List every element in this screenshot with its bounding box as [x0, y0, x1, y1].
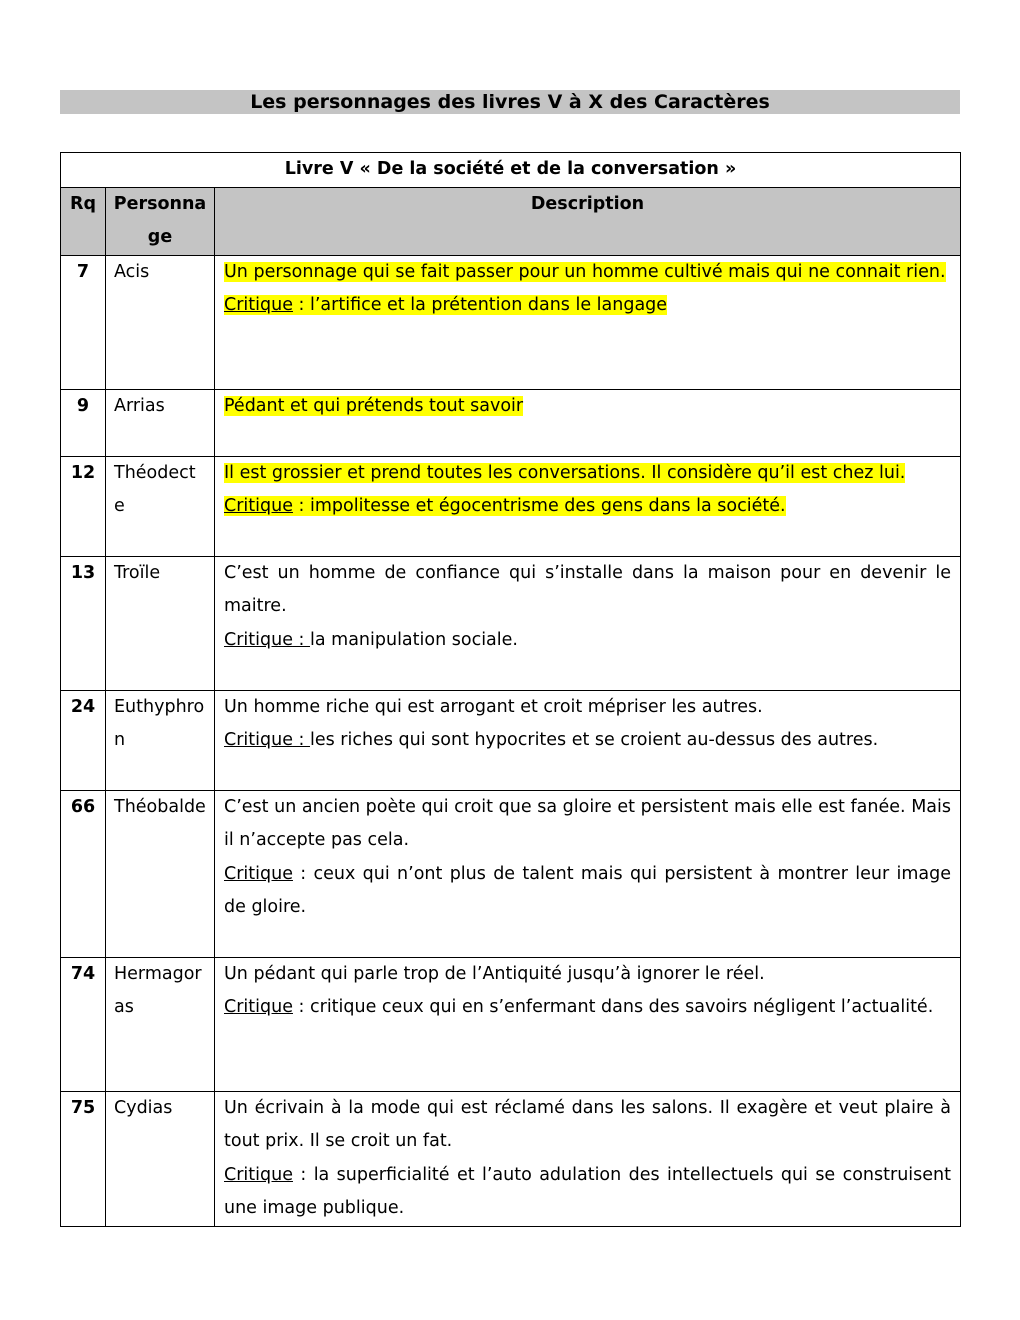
row-description: C’est un ancien poète qui croit que sa gloire et persistent mais elle est fanée. Mais il n’accepte pas cela. Critique : ceux qui n’ont plus de talent mais qui persistent à montrer leur image de gloire.: [215, 790, 961, 957]
table-row: [61, 255, 961, 389]
page-title: Les personnages des livres V à X des Caractères: [60, 90, 960, 114]
header-rq: Rq: [61, 187, 106, 255]
critique-label: Critique :: [224, 629, 310, 650]
description-text: Un écrivain à la mode qui est réclamé dans les salons. Il exagère et veut plaire à tout prix. Il se croit un fat.: [224, 1097, 951, 1151]
row-rq: 12: [61, 456, 106, 556]
critique-text: l’artifice et la prétention dans le langage: [310, 295, 668, 315]
row-name: Cydias: [106, 1091, 215, 1226]
table-row: [61, 556, 961, 690]
row-name: Euthyphron: [106, 690, 215, 790]
table-row: [61, 957, 961, 1091]
critique-label: Critique: [224, 496, 293, 516]
row-rq: 66: [61, 790, 106, 957]
book-title: Livre V « De la société et de la conversation »: [61, 153, 961, 188]
row-name: Acis: [106, 255, 215, 389]
critique-text: impolitesse et égocentrisme des gens dans la société.: [310, 496, 786, 516]
description-text: C’est un ancien poète qui croit que sa gloire et persistent mais elle est fanée. Mais il n’accepte pas cela.: [224, 796, 951, 850]
row-name: Hermagoras: [106, 957, 215, 1091]
row-name: Théobalde: [106, 790, 215, 957]
row-rq: 9: [61, 389, 106, 456]
row-rq: 13: [61, 556, 106, 690]
critique-label: Critique: [224, 1164, 293, 1185]
header-personnage: Personnage: [106, 187, 215, 255]
description-text: Un personnage qui se fait passer pour un homme cultivé mais qui ne connait rien.: [224, 261, 946, 282]
row-rq: 24: [61, 690, 106, 790]
description-text: Un pédant qui parle trop de l’Antiquité jusqu’à ignorer le réel.: [224, 963, 765, 984]
row-description: Un pédant qui parle trop de l’Antiquité jusqu’à ignorer le réel. Critique : critique ceux qui en s’enfermant dans des savoirs négligent l’actualité.: [215, 957, 961, 1091]
description-text: C’est un homme de confiance qui s’installe dans la maison pour en devenir le maitre.: [224, 562, 951, 616]
row-description: [215, 690, 961, 790]
critique-text: la manipulation sociale.: [310, 629, 518, 650]
critique-label: Critique: [224, 295, 293, 315]
row-description: [215, 556, 961, 690]
critique-text: ceux qui n’ont plus de talent mais qui persistent à montrer leur image de gloire.: [224, 863, 951, 917]
critique-label: Critique: [224, 863, 293, 884]
critique-text: la superficialité et l’auto adulation des intellectuels qui se construisent une image publique.: [224, 1164, 951, 1218]
row-rq: 7: [61, 255, 106, 389]
row-description: Un personnage qui se fait passer pour un homme cultivé mais qui ne connait rien. Critique : l’artifice et la prétention dans le langage: [215, 255, 961, 389]
table-row: [61, 690, 961, 790]
critique-label: Critique: [224, 997, 293, 1017]
description-text: Il est grossier et prend toutes les conversations. Il considère qu’il est chez lui.: [224, 462, 906, 483]
description-text: Un homme riche qui est arrogant et croit mépriser les autres.: [224, 696, 763, 717]
row-name: Théodecte: [106, 456, 215, 556]
column-header-row: [61, 187, 961, 255]
critique-text: critique ceux qui en s’enfermant dans des savoirs négligent l’actualité.: [310, 997, 934, 1017]
row-name: Arrias: [106, 389, 215, 456]
row-rq: 75: [61, 1091, 106, 1226]
row-rq: 74: [61, 957, 106, 1091]
row-name: Troïle: [106, 556, 215, 690]
row-description: Il est grossier et prend toutes les conversations. Il considère qu’il est chez lui. Critique : impolitesse et égocentrisme des gens dans la société.: [215, 456, 961, 556]
table-row: [61, 389, 961, 456]
table-row: [61, 456, 961, 556]
book-header-row: [61, 153, 961, 188]
table-row: [61, 1091, 961, 1226]
characters-table: [60, 152, 961, 1227]
table-row: [61, 790, 961, 957]
critique-text: les riches qui sont hypocrites et se croient au-dessus des autres.: [310, 730, 879, 750]
row-description: [215, 389, 961, 456]
description-text: Pédant et qui prétends tout savoir: [224, 395, 524, 416]
header-description: Description: [215, 187, 961, 255]
row-description: Un écrivain à la mode qui est réclamé dans les salons. Il exagère et veut plaire à tout prix. Il se croit un fat. Critique : la superficialité et l’auto adulation des intellectuels qui se construisent une image publique.: [215, 1091, 961, 1226]
critique-label: Critique :: [224, 730, 310, 750]
